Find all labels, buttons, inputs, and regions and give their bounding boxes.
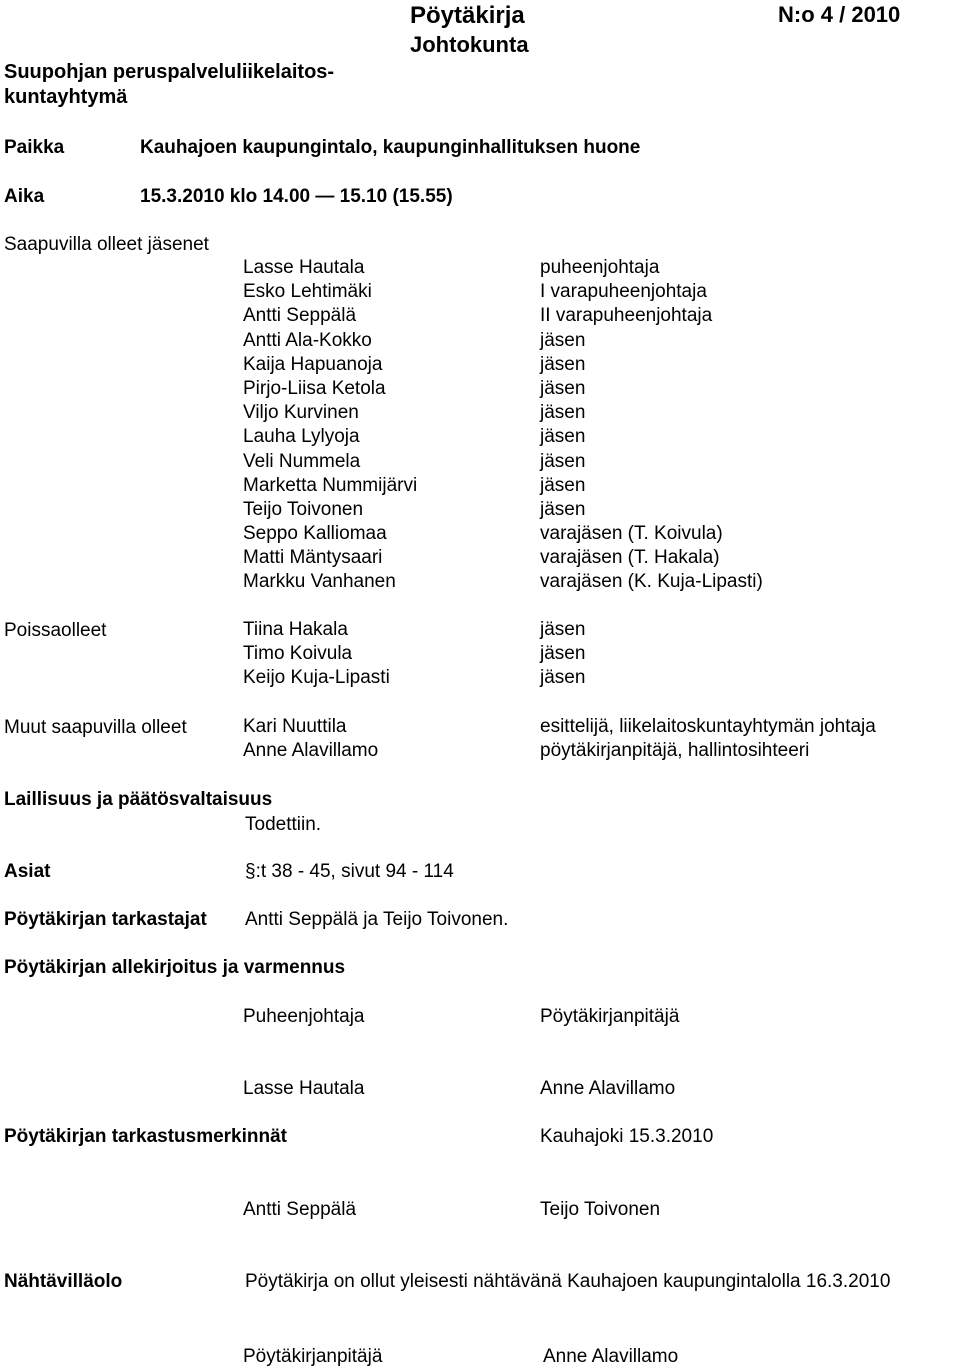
list-item: jäsen <box>540 474 586 496</box>
list-item: jäsen <box>540 353 586 375</box>
document-type: Pöytäkirja <box>410 2 525 29</box>
present-roles-list <box>540 256 763 595</box>
list-item: Lasse Hautala <box>243 257 365 278</box>
list-item: jäsen <box>540 329 586 351</box>
list-item: Teijo Toivonen <box>243 498 364 520</box>
secretary-title: Pöytäkirjanpitäjä <box>540 1006 680 1027</box>
list-item: jäsen <box>540 426 586 448</box>
list-item: puheenjohtaja <box>540 257 660 278</box>
board-name: Johtokunta <box>410 32 529 57</box>
list-item: esittelijä, liikelaitoskuntayhtymän johtaja <box>540 716 876 737</box>
list-item: jäsen <box>540 643 586 665</box>
public-view-secretary-name: Anne Alavillamo <box>543 1346 679 1367</box>
list-item: II varapuheenjohtaja <box>540 305 713 327</box>
list-item: jäsen <box>540 377 586 399</box>
time-value: 15.3.2010 klo 14.00 — 15.10 (15.55) <box>140 186 453 207</box>
list-item: Timo Koivula <box>243 643 353 665</box>
place-label: Paikka <box>4 137 65 158</box>
list-item: Antti Ala-Kokko <box>243 329 372 351</box>
document-number: N:o 4 / 2010 <box>778 2 901 27</box>
secretary-name: Anne Alavillamo <box>540 1078 676 1099</box>
list-item: Tiina Hakala <box>243 619 348 640</box>
list-item: Seppo Kalliomaa <box>243 523 387 545</box>
list-item: Keijo Kuja-Lipasti <box>243 667 390 689</box>
list-item: Veli Nummela <box>243 450 361 472</box>
list-item: Pirjo-Liisa Ketola <box>243 377 386 399</box>
list-item: I varapuheenjohtaja <box>540 281 707 303</box>
organization-name-line1: Suupohjan peruspalveluliikelaitos- <box>4 61 335 83</box>
others-names-list <box>243 715 378 763</box>
signature-heading: Pöytäkirjan allekirjoitus ja varmennus <box>4 957 346 978</box>
list-item: Kaija Hapuanoja <box>243 353 383 375</box>
public-view-heading: Nähtävilläolo <box>4 1271 123 1292</box>
list-item: Kari Nuuttila <box>243 716 347 737</box>
list-item: Anne Alavillamo <box>243 740 379 762</box>
reviewers-text: Antti Seppälä ja Teijo Toivonen. <box>245 909 509 930</box>
reviewer-2-name: Teijo Toivonen <box>540 1199 661 1220</box>
list-item: varajäsen (T. Koivula) <box>540 523 723 545</box>
organization-name-line2: kuntayhtymä <box>4 86 128 108</box>
matters-heading: Asiat <box>4 861 51 882</box>
list-item: varajäsen (T. Hakala) <box>540 547 720 569</box>
place-value: Kauhajoen kaupungintalo, kaupunginhallituksen huone <box>140 137 641 158</box>
present-names-list <box>243 256 417 595</box>
list-item: jäsen <box>540 619 586 640</box>
list-item: jäsen <box>540 450 586 472</box>
list-item: Esko Lehtimäki <box>243 281 372 303</box>
reviewer-1-name: Antti Seppälä <box>243 1199 357 1220</box>
list-item: Matti Mäntysaari <box>243 547 383 569</box>
list-item: Lauha Lylyoja <box>243 426 360 448</box>
absent-heading: Poissaolleet <box>4 620 107 641</box>
absent-names-list <box>243 618 390 691</box>
public-view-secretary-title: Pöytäkirjanpitäjä <box>243 1346 383 1367</box>
chair-name: Lasse Hautala <box>243 1078 365 1099</box>
legality-heading: Laillisuus ja päätösvaltaisuus <box>4 789 273 810</box>
list-item: Marketta Nummijärvi <box>243 474 418 496</box>
organization-name <box>4 60 334 110</box>
list-item: jäsen <box>540 667 586 689</box>
review-marks-heading: Pöytäkirjan tarkastusmerkinnät <box>4 1126 288 1147</box>
list-item: jäsen <box>540 402 586 424</box>
others-roles-list <box>540 715 876 763</box>
absent-roles-list <box>540 618 585 691</box>
time-label: Aika <box>4 186 45 207</box>
list-item: varajäsen (K. Kuja-Lipasti) <box>540 571 763 593</box>
matters-text: §:t 38 - 45, sivut 94 - 114 <box>245 861 454 882</box>
others-heading: Muut saapuvilla olleet <box>4 717 187 738</box>
legality-text: Todettiin. <box>245 814 322 835</box>
list-item: jäsen <box>540 498 586 520</box>
list-item: pöytäkirjanpitäjä, hallintosihteeri <box>540 740 810 762</box>
reviewers-heading: Pöytäkirjan tarkastajat <box>4 909 207 930</box>
chair-title: Puheenjohtaja <box>243 1006 365 1027</box>
list-item: Markku Vanhanen <box>243 571 396 593</box>
list-item: Antti Seppälä <box>243 305 357 327</box>
list-item: Viljo Kurvinen <box>243 402 359 424</box>
review-place-date: Kauhajoki 15.3.2010 <box>540 1126 714 1147</box>
present-heading: Saapuvilla olleet jäsenet <box>4 234 209 255</box>
public-view-text: Pöytäkirja on ollut yleisesti nähtävänä Kauhajoen kaupungintalolla 16.3.2010 <box>245 1271 891 1292</box>
